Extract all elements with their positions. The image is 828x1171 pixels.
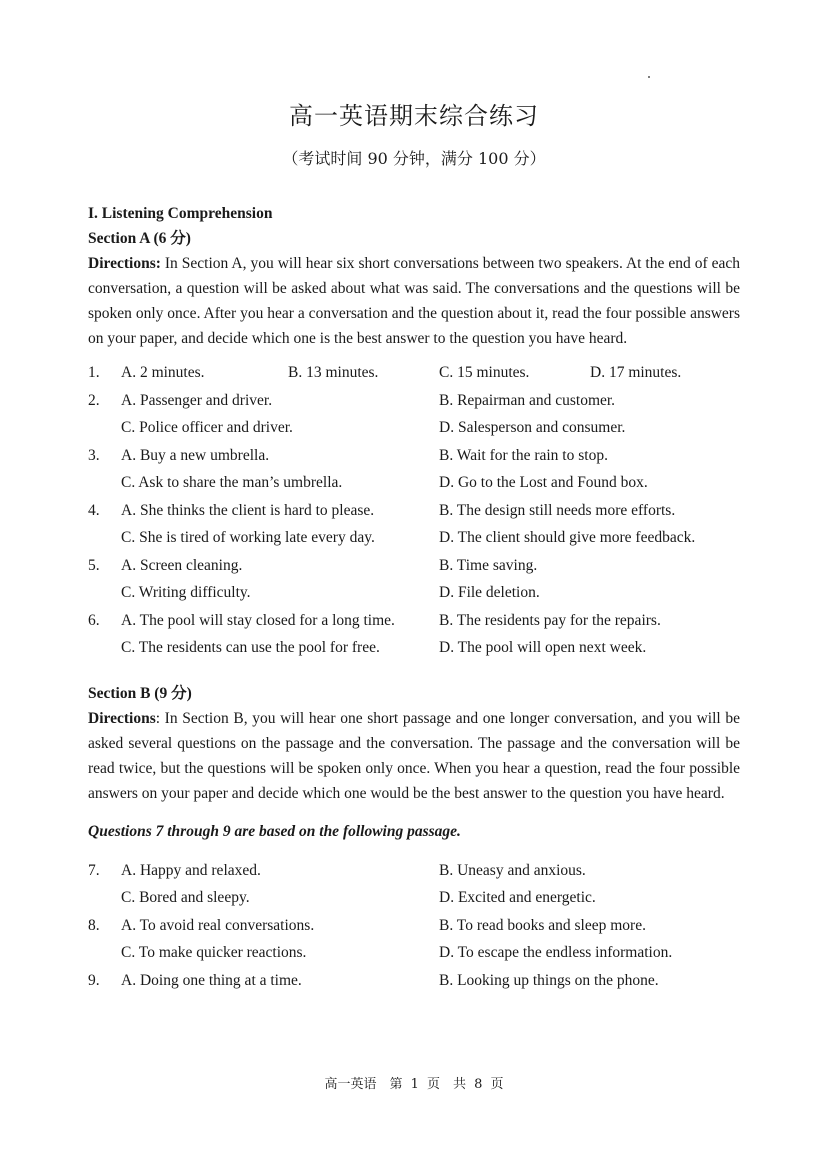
exam-content — [88, 201, 740, 994]
section-b-heading: Section B (9 分) — [88, 684, 192, 702]
section-b-directions — [88, 706, 740, 806]
option-a: A. The pool will stay closed for a long time. — [121, 611, 395, 629]
question-8-row-2 — [88, 939, 740, 967]
directions-text: : In Section B, you will hear one short passage and one longer conversation, and you will be asked several questions on the passage and the conversation. The passage and the conversation will be read twice, but the questions will be spoken only once. When you hear a question, read the four possible answers on your paper and decide which one would be the best answer to the question you have heard. — [88, 709, 740, 802]
option-b: B. Looking up things on the phone. — [439, 971, 659, 989]
directions-label: Directions — [88, 709, 156, 727]
option-a: A. She thinks the client is hard to please. — [121, 501, 375, 519]
option-c: C. Bored and sleepy. — [121, 889, 250, 906]
question-3-row-2 — [88, 469, 740, 497]
option-a: A. Doing one thing at a time. — [121, 971, 302, 989]
option-b: B. To read books and sleep more. — [439, 916, 646, 934]
question-8 — [88, 912, 740, 940]
question-9 — [88, 967, 740, 995]
option-a: A. Buy a new umbrella. — [121, 446, 270, 464]
option-d: D. File deletion. — [439, 584, 540, 601]
question-1 — [88, 359, 740, 387]
question-number: 4. — [88, 501, 100, 519]
option-a: A. Passenger and driver. — [121, 391, 273, 409]
option-b: B. Uneasy and anxious. — [439, 861, 586, 879]
option-c: C. 15 minutes. — [439, 364, 530, 381]
option-d: D. Go to the Lost and Found box. — [439, 474, 648, 491]
question-6-row-2 — [88, 634, 740, 662]
question-number: 7. — [88, 861, 100, 879]
option-a: A. Screen cleaning. — [121, 556, 243, 574]
question-2 — [88, 387, 740, 415]
option-d: D. Salesperson and consumer. — [439, 419, 626, 436]
question-6 — [88, 607, 740, 635]
option-d: D. Excited and energetic. — [439, 889, 596, 906]
option-b: B. Time saving. — [439, 556, 538, 574]
option-b: B. Repairman and customer. — [439, 391, 616, 409]
directions-text: In Section A, you will hear six short conversations between two speakers. At the end of each conversation, a question will be asked about what was said. The conversations and the questions will be spoken only once. After you hear a conversation and the question about it, read the four possible answers on your paper, and decide which one is the best answer to the question you have heard. — [88, 255, 740, 347]
question-7-row-2 — [88, 884, 740, 912]
option-d: D. To escape the endless information. — [439, 944, 673, 961]
passage-instruction: Questions 7 through 9 are based on the following passage. — [88, 822, 461, 840]
option-a: A. Happy and relaxed. — [121, 861, 261, 879]
page-footer: 高一英语 第 1 页 共 8 页 — [324, 1077, 504, 1092]
scan-dot — [648, 76, 650, 78]
option-b: B. The residents pay for the repairs. — [439, 611, 661, 629]
question-4-row-2 — [88, 524, 740, 552]
question-2-row-2 — [88, 414, 740, 442]
question-7 — [88, 857, 740, 885]
question-4 — [88, 497, 740, 525]
option-c: C. She is tired of working late every day. — [121, 529, 375, 546]
option-b: B. The design still needs more efforts. — [439, 501, 676, 519]
option-c: C. Writing difficulty. — [121, 584, 251, 601]
option-b: B. Wait for the rain to stop. — [439, 446, 608, 464]
question-5 — [88, 552, 740, 580]
directions-label: Directions: — [88, 255, 161, 272]
option-a: A. To avoid real conversations. — [121, 916, 315, 934]
question-3 — [88, 442, 740, 470]
option-c: C. To make quicker reactions. — [121, 944, 307, 961]
question-number: 8. — [88, 916, 100, 934]
option-d: D. The pool will open next week. — [439, 639, 647, 656]
question-5-row-2 — [88, 579, 740, 607]
option-c: C. Ask to share the man’s umbrella. — [121, 474, 343, 491]
question-number: 1. — [88, 364, 100, 381]
option-d: D. The client should give more feedback. — [439, 529, 696, 546]
option-c: C. Police officer and driver. — [121, 419, 293, 436]
option-d: D. 17 minutes. — [590, 364, 682, 381]
exam-info: （考试时间 90 分钟，满分 100 分） — [282, 149, 546, 168]
question-number: 6. — [88, 611, 100, 629]
page-title: 高一英语期末综合练习 — [289, 102, 539, 130]
section-a-heading: Section A (6 分) — [88, 230, 191, 247]
question-number: 9. — [88, 971, 100, 989]
part-heading: I. Listening Comprehension — [88, 205, 273, 222]
option-b: B. 13 minutes. — [288, 364, 379, 381]
option-c: C. The residents can use the pool for free. — [121, 639, 380, 656]
question-number: 5. — [88, 556, 100, 574]
question-number: 2. — [88, 391, 100, 409]
section-a-directions — [88, 251, 740, 351]
question-number: 3. — [88, 446, 100, 464]
option-a: A. 2 minutes. — [121, 364, 205, 381]
